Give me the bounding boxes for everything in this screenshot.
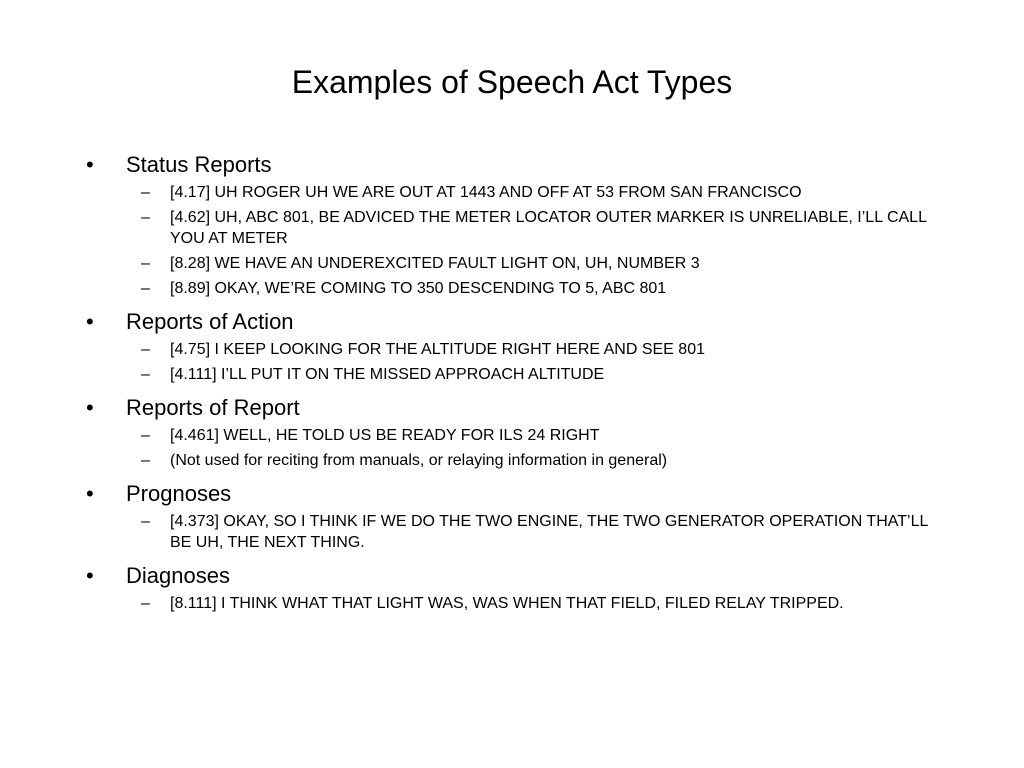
section-heading-text: Diagnoses (126, 563, 230, 588)
list-item-text: [4.62] UH, ABC 801, BE ADVICED THE METER LOCATOR OUTER MARKER IS UNRELIABLE, I’LL CALL YOU AT METER (170, 209, 927, 247)
section-heading-text: Status Reports (126, 152, 272, 177)
slide-content (80, 150, 950, 622)
list-item-text: (Not used for reciting from manuals, or relaying information in general) (170, 452, 668, 469)
bullet-icon: • (86, 395, 94, 420)
list-item-text: [4.17] UH ROGER UH WE ARE OUT AT 1443 AND OFF AT 53 FROM SAN FRANCISCO (170, 184, 802, 201)
dash-icon: – (141, 595, 150, 612)
dash-icon: – (141, 427, 150, 444)
section-heading-text: Reports of Report (126, 395, 300, 420)
dash-icon: – (141, 341, 150, 358)
dash-icon: – (141, 184, 150, 201)
dash-icon: – (141, 280, 150, 297)
list-item-text: [4.75] I KEEP LOOKING FOR THE ALTITUDE RIGHT HERE AND SEE 801 (170, 341, 705, 358)
section-status-reports (80, 150, 950, 299)
bullet-icon: • (86, 563, 94, 588)
section-heading (80, 561, 950, 591)
sub-list (80, 182, 950, 299)
slide-title: Examples of Speech Act Types (291, 64, 733, 100)
list-item-text: [8.28] WE HAVE AN UNDEREXCITED FAULT LIGHT ON, UH, NUMBER 3 (170, 255, 700, 272)
sub-list (80, 425, 950, 471)
section-reports-of-report (80, 393, 950, 471)
dash-icon: – (141, 255, 150, 272)
dash-icon: – (141, 209, 150, 226)
list-item-text: [8.89] OKAY, WE’RE COMING TO 350 DESCENDING TO 5, ABC 801 (170, 280, 667, 297)
dash-icon: – (141, 452, 150, 469)
section-heading (80, 393, 950, 423)
dash-icon: – (141, 513, 150, 530)
list-item (80, 450, 950, 471)
sub-list (80, 511, 950, 553)
list-item-text: [8.111] I THINK WHAT THAT LIGHT WAS, WAS WHEN THAT FIELD, FILED RELAY TRIPPED. (170, 595, 844, 612)
list-item (80, 253, 950, 274)
section-prognoses (80, 479, 950, 553)
list-item-text: [4.111] I’LL PUT IT ON THE MISSED APPROACH ALTITUDE (170, 366, 605, 383)
section-heading-text: Reports of Action (126, 309, 294, 334)
section-diagnoses (80, 561, 950, 614)
bullet-icon: • (86, 309, 94, 334)
list-item (80, 425, 950, 446)
bullet-icon: • (86, 152, 94, 177)
section-heading-text: Prognoses (126, 481, 232, 506)
list-item (80, 511, 950, 553)
bullet-icon: • (86, 481, 94, 506)
list-item (80, 182, 950, 203)
section-heading (80, 307, 950, 337)
dash-icon: – (141, 366, 150, 383)
sub-list (80, 339, 950, 385)
list-item (80, 278, 950, 299)
list-item (80, 339, 950, 360)
list-item (80, 364, 950, 385)
section-heading (80, 150, 950, 180)
section-reports-of-action (80, 307, 950, 385)
list-item-text: [4.373] OKAY, SO I THINK IF WE DO THE TWO ENGINE, THE TWO GENERATOR OPERATION THAT’LL BE UH, THE NEXT THING. (170, 513, 928, 551)
list-item-text: [4.461] WELL, HE TOLD US BE READY FOR ILS 24 RIGHT (170, 427, 600, 444)
section-heading (80, 479, 950, 509)
sub-list (80, 593, 950, 614)
list-item (80, 207, 950, 249)
list-item (80, 593, 950, 614)
